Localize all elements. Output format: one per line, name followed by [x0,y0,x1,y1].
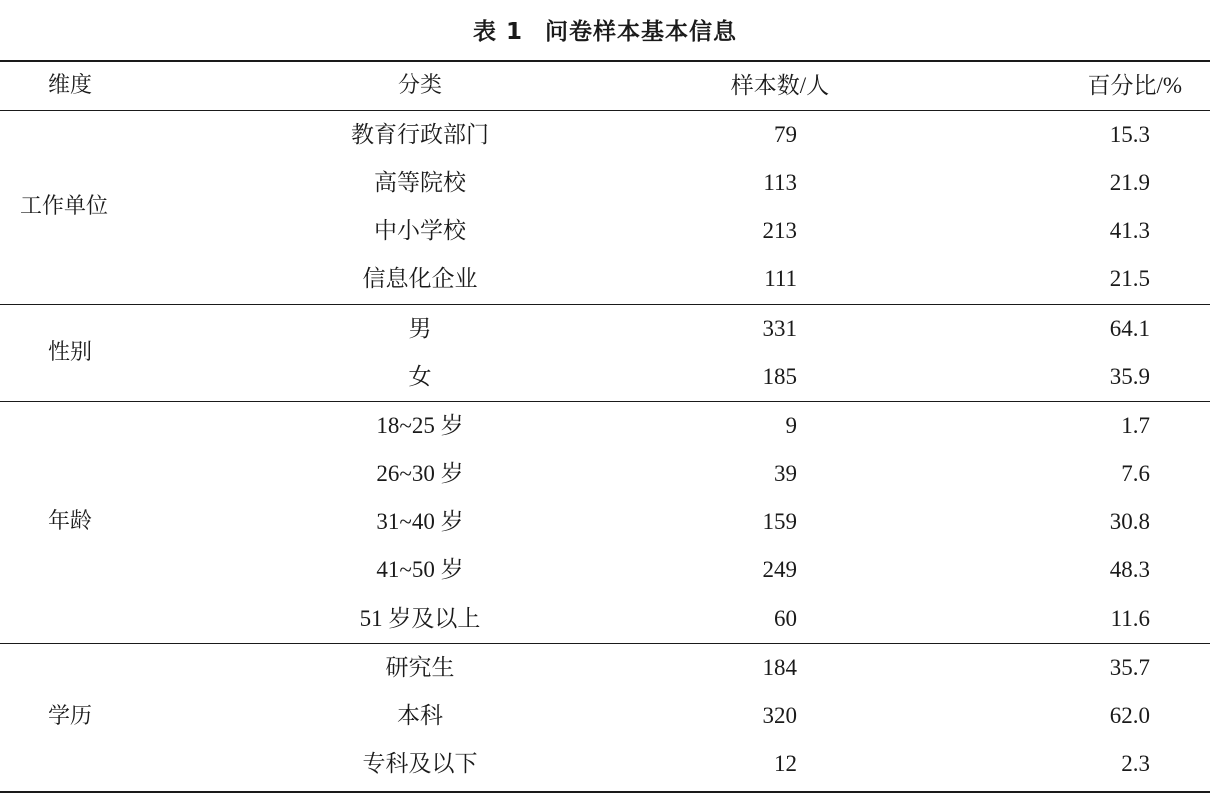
table-group-age [0,402,1210,643]
category-cell: 教育行政部门 [351,122,489,147]
count-cell: 331 [762,316,797,341]
table-group-gender [0,305,1210,401]
category-cell: 51 岁及以上 [359,606,481,631]
table-row [0,498,1210,546]
count-cell: 79 [774,122,797,147]
category-cell: 18~25 岁 [376,413,464,438]
header-dimension: 维度 [48,73,93,98]
percent-cell: 21.9 [1109,170,1150,195]
percent-cell: 35.9 [1109,364,1150,389]
category-cell: 31~40 岁 [376,509,464,534]
table-row [0,159,1210,207]
count-cell: 111 [764,266,797,291]
table-row [0,546,1210,594]
category-cell: 中小学校 [374,218,466,243]
table-row [0,595,1210,643]
percent-cell: 21.5 [1109,266,1150,291]
percent-cell: 62.0 [1109,703,1150,728]
group-dimension-label: 工作单位 [20,194,109,219]
table-row [0,450,1210,498]
table-row [0,207,1210,255]
count-cell: 113 [763,170,797,195]
table-title: 问卷样本基本信息 [545,19,737,45]
category-cell: 男 [408,316,432,341]
table-caption [0,14,1210,50]
table-row [0,644,1210,692]
group-dimension-label: 年龄 [48,509,93,534]
category-cell: 信息化企业 [362,266,478,291]
table-row [0,740,1210,788]
group-dimension-label: 学历 [48,704,93,729]
table-row [0,255,1210,303]
percent-cell: 11.6 [1110,606,1150,631]
category-cell: 专科及以下 [362,751,478,776]
table-number: 表 1 [472,19,523,45]
percent-cell: 35.7 [1109,655,1150,680]
category-cell: 高等院校 [374,170,466,195]
percent-cell: 64.1 [1109,316,1150,341]
count-cell: 9 [785,413,797,438]
count-cell: 184 [762,655,797,680]
count-cell: 185 [762,364,797,389]
percent-cell: 7.6 [1121,461,1150,486]
table-row [0,111,1210,159]
percent-cell: 48.3 [1109,557,1150,582]
table-group-work-unit [0,111,1210,304]
category-cell: 26~30 岁 [376,461,464,486]
category-cell: 41~50 岁 [376,557,464,582]
percent-cell: 30.8 [1109,509,1150,534]
count-cell: 213 [762,218,797,243]
percent-cell: 1.7 [1121,413,1150,438]
percent-cell: 41.3 [1109,218,1150,243]
count-cell: 60 [774,606,797,631]
category-cell: 本科 [397,703,443,728]
percent-cell: 15.3 [1109,122,1150,147]
table-row [0,692,1210,740]
table-header-row [0,62,1210,110]
table-row [0,402,1210,450]
header-count: 样本数/人 [730,73,830,98]
count-cell: 249 [762,557,797,582]
group-dimension-label: 性别 [48,340,93,365]
category-cell: 女 [408,364,432,389]
count-cell: 39 [774,461,797,486]
bottom-rule [0,791,1210,793]
table-row [0,305,1210,353]
count-cell: 320 [762,703,797,728]
table-group-education [0,644,1210,791]
category-cell: 研究生 [385,655,455,680]
header-percent: 百分比/% [1087,73,1182,98]
count-cell: 12 [774,751,797,776]
count-cell: 159 [762,509,797,534]
percent-cell: 2.3 [1121,751,1150,776]
table-row [0,353,1210,401]
header-category: 分类 [397,73,442,98]
